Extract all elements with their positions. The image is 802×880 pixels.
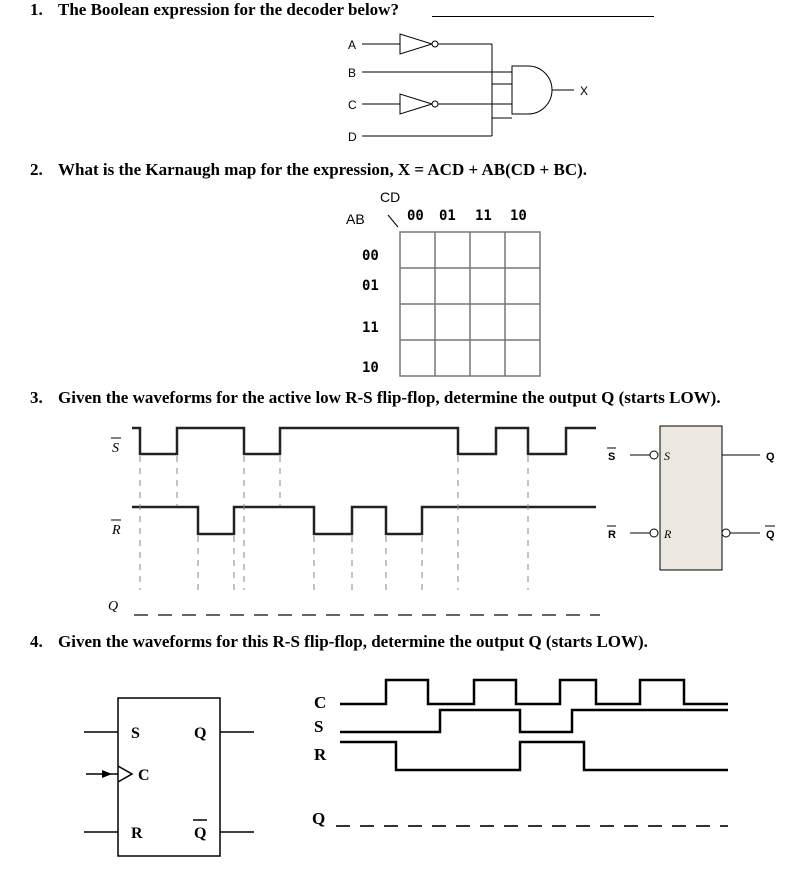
question-3: 3. Given the waveforms for the active low R-S flip-flop, determine the output Q (starts LOW). <box>30 388 721 407</box>
ff-s-label: S <box>131 725 140 742</box>
wave-q-label: Q <box>108 599 119 614</box>
kmap-col-header: 01 <box>439 208 456 224</box>
r-waveform <box>132 507 596 534</box>
clocked-rs-flipflop-box <box>84 698 254 856</box>
kmap-col-header: 10 <box>510 208 527 224</box>
clock-waveform <box>340 680 728 704</box>
ff-r-label: R <box>131 825 143 842</box>
question-2: 2. What is the Karnaugh map for the expression, X = ACD + AB(CD + BC). <box>30 160 588 179</box>
question-3-text: Given the waveforms for the active low R-S flip-flop, determine the output Q (starts LOW). <box>58 388 721 407</box>
kmap-row-header: 10 <box>362 360 379 376</box>
wave-q-label-4: Q <box>312 809 326 828</box>
active-low-rs-chip <box>607 426 775 570</box>
rs-waveform-diagram <box>0 410 802 625</box>
chip-qbar-output-label: Q <box>766 529 775 541</box>
kmap-row-header: 11 <box>362 320 379 336</box>
s-waveform-4 <box>340 710 728 732</box>
chip-r-pin-label: R <box>664 527 672 541</box>
wave-s-label: S <box>112 441 119 456</box>
decoder-circuit <box>0 0 802 160</box>
kmap-row-header: 01 <box>362 278 379 294</box>
ff-c-label: C <box>138 767 150 784</box>
question-4: 4. Given the waveforms for this R-S flip-flop, determine the output Q (starts LOW). <box>30 632 648 651</box>
wave-r-label-4: R <box>314 745 327 764</box>
kmap-col-var: CD <box>380 189 401 205</box>
kmap-grid <box>400 232 540 376</box>
chip-s-pin-label: S <box>664 449 670 463</box>
clock-input-arrow-icon <box>102 770 112 778</box>
kmap-row-var: AB <box>346 211 365 227</box>
chip-q-output-label: Q <box>766 451 775 463</box>
question-1-text: The Boolean expression for the decoder below? <box>58 0 399 19</box>
clocked-rs-diagram <box>0 660 802 875</box>
question-1: 1. The Boolean expression for the decoder below? <box>30 0 399 19</box>
kmap-row-header: 00 <box>362 248 379 264</box>
question-2-text: What is the Karnaugh map for the expression, X = ACD + AB(CD + BC). <box>58 160 588 179</box>
wave-c-label: C <box>314 693 327 712</box>
wave-s-label-4: S <box>314 717 324 736</box>
question-4-text: Given the waveforms for this R-S flip-flop, determine the output Q (starts LOW). <box>58 632 648 651</box>
wave-r-label: R <box>112 523 121 538</box>
r-waveform-4 <box>340 742 728 770</box>
s-waveform <box>132 428 596 454</box>
ff-qbar-label: Q <box>194 825 207 842</box>
karnaugh-map <box>0 180 802 380</box>
decoder-input-c: C <box>348 98 357 112</box>
decoder-input-a: A <box>348 38 357 52</box>
decoder-input-d: D <box>348 130 357 144</box>
kmap-col-header: 00 <box>407 208 424 224</box>
ff-q-label: Q <box>194 725 207 742</box>
decoder-input-b: B <box>348 66 357 80</box>
kmap-col-header: 11 <box>475 208 492 224</box>
chip-r-input-label: R <box>608 529 616 541</box>
decoder-output-x: X <box>580 84 589 98</box>
chip-s-input-label: S <box>608 451 616 463</box>
